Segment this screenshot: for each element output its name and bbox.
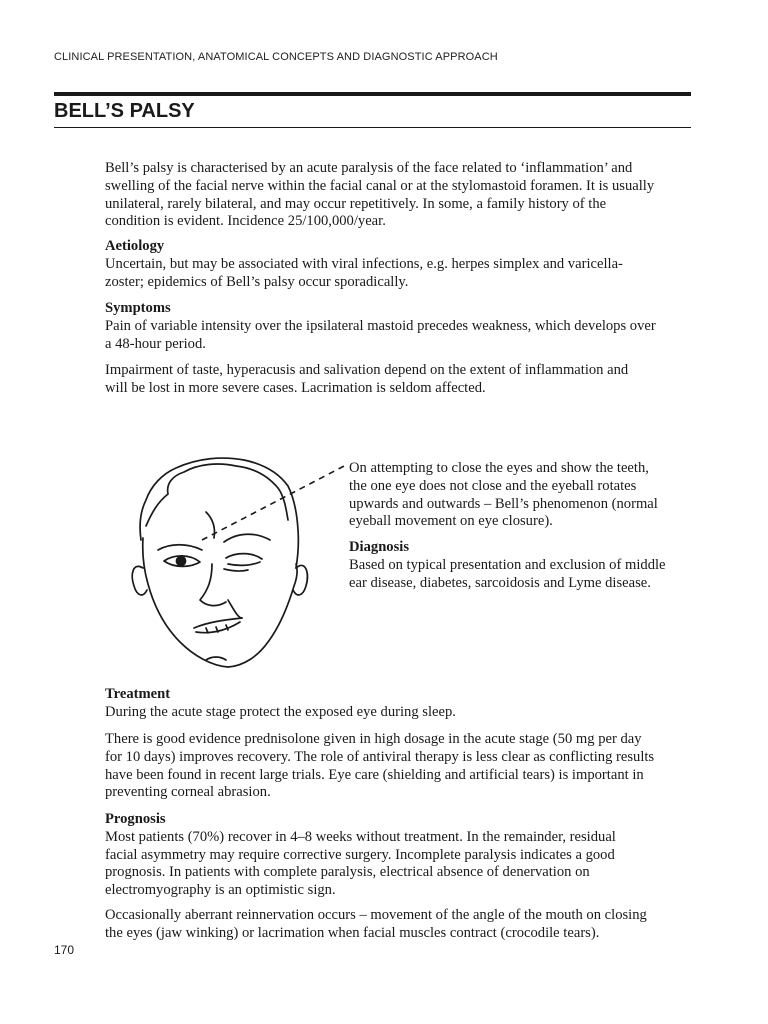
text-line: have been found in recent large trials. Eye care (shielding and artificial tears) is important in <box>105 766 644 783</box>
text-line: a 48-hour period. <box>105 335 206 352</box>
title-rule-thin <box>54 127 691 128</box>
text-line: upwards and outwards – Bell’s phenomenon (normal <box>349 495 658 512</box>
figure-caption <box>349 460 695 531</box>
treatment-heading: Treatment <box>105 686 171 702</box>
text-line: prognosis. In patients with complete paralysis, electrical absence of denervation on <box>105 864 590 881</box>
title-rule-thick <box>54 92 691 96</box>
text-line: Occasionally aberrant reinnervation occurs – movement of the angle of the mouth on closing <box>105 907 647 923</box>
text-line: zoster; epidemics of Bell’s palsy occur sporadically. <box>105 273 409 290</box>
page-title: BELL’S PALSY <box>54 100 195 122</box>
text-line: Pain of variable intensity over the ipsilateral mastoid precedes weakness, which develops over <box>105 317 656 334</box>
prognosis-paragraph-2 <box>105 907 691 943</box>
text-line: On attempting to close the eyes and show the teeth, <box>349 460 649 476</box>
aetiology-section <box>105 238 691 291</box>
treatment-section <box>105 686 691 722</box>
text-line: preventing corneal abrasion. <box>105 784 271 801</box>
text-line: Impairment of taste, hyperacusis and salivation depend on the extent of inflammation and <box>105 362 629 378</box>
text-line: ear disease, diabetes, sarcoidosis and Lyme disease. <box>349 574 651 591</box>
diagnosis-heading: Diagnosis <box>349 539 410 555</box>
symptoms-section <box>105 300 691 353</box>
text-line: There is good evidence prednisolone given in high dosage in the acute stage (50 mg per day <box>105 731 642 747</box>
text-line: condition is evident. Incidence 25/100,000/year. <box>105 213 386 230</box>
text-line: Based on typical presentation and exclusion of middle <box>349 556 666 573</box>
text-line: the eyes (jaw winking) or lacrimation when facial muscles contract (crocodile tears). <box>105 924 600 941</box>
text-line: unilateral, rarely bilateral, and may occur repetitively. In some, a family history of the <box>105 195 607 212</box>
aetiology-heading: Aetiology <box>105 238 165 254</box>
symptoms-heading: Symptoms <box>105 300 171 316</box>
text-line: the one eye does not close and the eyeball rotates <box>349 477 637 494</box>
prognosis-section <box>105 811 691 900</box>
bells-palsy-face-illustration <box>108 428 348 680</box>
text-line: will be lost in more severe cases. Lacrimation is seldom affected. <box>105 379 486 396</box>
prognosis-heading: Prognosis <box>105 811 166 827</box>
text-line: Most patients (70%) recover in 4–8 weeks without treatment. In the remainder, residual <box>105 828 616 845</box>
text-line: electromyography is an optimistic sign. <box>105 882 336 899</box>
intro-paragraph <box>105 160 691 231</box>
text-line: facial asymmetry may require corrective surgery. Incomplete paralysis indicates a good <box>105 846 615 863</box>
text-line: for 10 days) improves recovery. The role of antiviral therapy is less clear as conflicting results <box>105 748 655 765</box>
text-line: eyeball movement on eye closure). <box>349 513 553 530</box>
text-line: Uncertain, but may be associated with viral infections, e.g. herpes simplex and varicella- <box>105 255 623 272</box>
text-line: Bell’s palsy is characterised by an acute paralysis of the face related to ‘inflammation’ and <box>105 160 633 176</box>
symptoms-paragraph-2 <box>105 362 691 398</box>
diagnosis-section <box>349 539 695 592</box>
text-line: swelling of the facial nerve within the facial canal or at the stylomastoid foramen. It is usually <box>105 177 655 194</box>
text-line: During the acute stage protect the exposed eye during sleep. <box>105 703 456 720</box>
page-number: 170 <box>54 943 75 957</box>
running-head: CLINICAL PRESENTATION, ANATOMICAL CONCEPTS AND DIAGNOSTIC APPROACH <box>54 51 498 63</box>
treatment-paragraph-2 <box>105 731 691 802</box>
